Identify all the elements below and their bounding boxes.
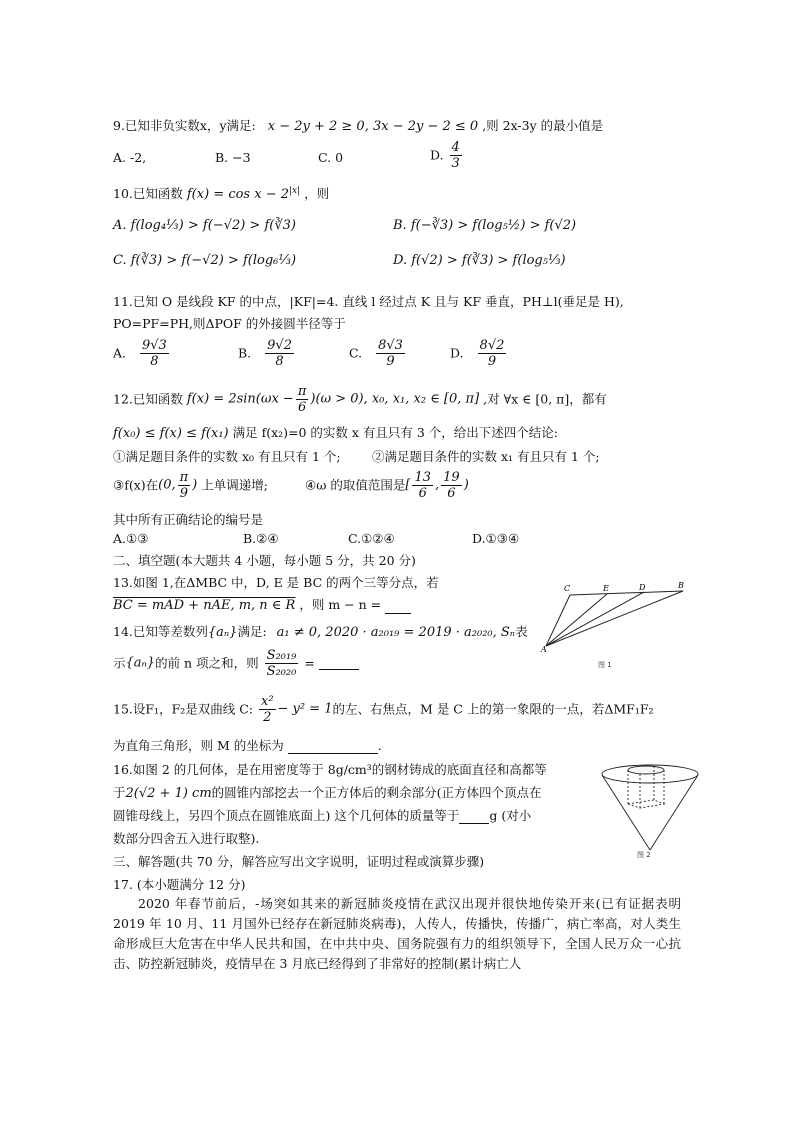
q10-option-b: B. f(−∛3) > f(log₅½) > f(√2) — [393, 218, 577, 233]
q10-option-d: D. f(√2) > f(∛3) > f(log₅⅓) — [393, 253, 566, 268]
q9-ask: ,则 2x-3y 的最小值是 — [482, 118, 604, 133]
fig2-cube-top-face — [628, 766, 664, 774]
q15-num: x² — [260, 694, 274, 709]
q16-line-4: 数部分四舍五入进行取整). — [113, 831, 260, 846]
fig1-segment-ad — [546, 592, 644, 646]
q12-c3-fraction — [178, 470, 191, 501]
q12-option-c: C.①②④ — [348, 531, 395, 546]
q14-ratio-den: S₂₀₂₀ — [266, 664, 297, 679]
q10-function-exponent: |x| — [289, 186, 301, 196]
q13-answer-blank[interactable] — [385, 601, 411, 614]
q12-six: 6 — [297, 400, 307, 415]
q13-line-1: 13.如图 1,在ΔMBC 中，D, E 是 BC 的两个三等分点，若 — [113, 575, 439, 590]
q11-option-b — [238, 338, 296, 369]
q11-d-label: D. — [450, 345, 464, 361]
q14-intro: 14.已知等差数列 — [113, 624, 208, 639]
section-3-heading: 三、解答题(共 70 分，解答应写出文字说明，证明过程或演算步骤) — [113, 854, 485, 869]
q12-line-2 — [113, 425, 558, 442]
q10-stem — [113, 183, 329, 203]
q11-line-2: PO=PF=PH,则ΔPOF 的外接圆半径等于 — [113, 316, 346, 331]
q15-fraction — [259, 694, 276, 725]
q11-a-label: A. — [113, 345, 127, 361]
q15-answer-blank[interactable] — [288, 741, 378, 754]
q12-option-a: A.①③ — [113, 531, 149, 546]
q11-b-fraction — [265, 338, 294, 369]
q9-option-c: C. 0 — [318, 150, 344, 165]
figure-2-caption: 图 2 — [637, 851, 651, 859]
fig1-label-b: B — [678, 581, 684, 590]
q15-intro: 15.设F₁，F₂是双曲线 C: — [113, 701, 253, 717]
fig1-label-e: E — [603, 584, 609, 593]
q11-a-den: 8 — [150, 354, 159, 369]
q11-line-1: 11.已知 O 是线段 KF 的中点，|KF|=4. 直线 l 经过点 K 且与 KF 垂直，PH⊥l(垂足是 H), — [113, 294, 624, 309]
q11-c-label: C. — [349, 345, 363, 361]
q12-c3-num: π — [179, 470, 189, 485]
q12-conclusion-2: ②满足题目条件的实数 x₁ 有且只有 1 个; — [372, 449, 600, 464]
q9-stem-text: 9.已知非负实数x，y满足: — [113, 118, 256, 133]
q14-sequence-ref: {aₙ} — [125, 655, 156, 671]
figure-1-caption: 图 1 — [598, 661, 612, 669]
q14-answer-blank[interactable] — [319, 657, 359, 670]
q14-ratio — [265, 648, 299, 679]
q11-c-den: 9 — [386, 354, 395, 369]
q14-sequence: {aₙ} — [207, 625, 238, 640]
q9-stem — [113, 118, 603, 135]
q9-option-d-fraction — [450, 140, 462, 171]
q10-option-a: A. f(log₄⅓) > f(−√2) > f(∛3) — [113, 218, 296, 233]
q12-conclusion-4 — [305, 470, 469, 501]
q11-b-num: 9√2 — [267, 338, 292, 353]
q10-function: f(x) = cos x − 2 — [186, 187, 289, 203]
fig2-cube-bottom-face — [628, 800, 664, 808]
q9-option-d-label: D. — [430, 147, 444, 163]
q12-pi-over-6 — [296, 384, 309, 415]
q14-equals: = — [304, 655, 315, 671]
q16-unit: g (对小 — [489, 808, 532, 823]
q12-c4-frac-1 — [412, 470, 433, 501]
q11-d-den: 9 — [487, 354, 497, 369]
q12-intro: 12.已知函数 — [113, 391, 183, 407]
q12-c4-n1: 13 — [414, 470, 431, 485]
q9-option-b: B. −3 — [215, 150, 251, 165]
q10-option-c: C. f(∛3) > f(−√2) > f(log₆⅓) — [113, 253, 297, 268]
q13-line-2 — [113, 597, 411, 614]
q16-line-2 — [113, 785, 542, 802]
q12-option-d: D.①③④ — [472, 531, 520, 546]
q12-function-head: f(x) = 2sin(ωx − — [186, 391, 294, 407]
fig1-label-c: C — [564, 584, 571, 593]
q12-c3-den: 9 — [179, 486, 189, 501]
q12-forall: ,对 ∀x ∈ [0, π]，都有 — [483, 391, 607, 407]
q11-a-fraction — [140, 338, 169, 369]
fig1-segment-ac — [546, 595, 570, 646]
q14-condition: a₁ ≠ 0, 2020 · a₂₀₁₉ = 2019 · a₂₀₂₀, Sₙ — [276, 625, 516, 640]
q12-c4-d1: 6 — [418, 486, 427, 501]
q13-ask: ，则 m − n = — [299, 597, 382, 612]
fig2-cone-left-edge — [602, 775, 650, 850]
q9-option-d — [430, 140, 464, 171]
q15-den: 2 — [263, 710, 272, 725]
q15-ask: 为直角三角形，则 M 的坐标为 — [113, 738, 284, 753]
section-2-heading: 二、填空题(本大题共 4 小题，每小题 5 分，共 20 分) — [113, 553, 416, 568]
q12-c4-close: ) — [463, 477, 469, 493]
q12-c4-n2: 19 — [443, 470, 460, 485]
q12-c4-comma: , — [435, 477, 440, 493]
q12-c4-open: [ — [405, 477, 411, 493]
q14-denotes: 表 — [515, 624, 528, 639]
q14-ratio-num: S₂₀₁₉ — [266, 648, 297, 663]
q15-equation: − y² = 1 — [277, 701, 333, 717]
figure-1-triangle — [540, 578, 700, 670]
q9-d-denominator: 3 — [451, 156, 460, 171]
q16-line-2-text: 的圆锥内部挖去一个正方体后的剩余部分(正方体四个顶点在 — [211, 785, 542, 800]
q14-sum-text: 的前 n 项之和，则 — [155, 655, 259, 671]
q12-ask: 其中所有正确结论的编号是 — [113, 512, 264, 527]
q17-paragraph: 2020 年春节前后，-场突如其来的新冠肺炎疫情在武汉出现并很快地传染开来(已有证据表明 2019 年 10 月、11 月国外已经存在新冠肺炎病毒)，人传人，传播快，传播广，病亡率高，对人类生命形成巨大危害在中华人民共和国，在中共中央、国务院强有力的组织领导下，全国人民万众一心抗击、防控新冠肺炎，疫情早在 3 月底已经得到了非常好的控制(累计病亡人 — [113, 896, 681, 971]
q16-line-3 — [113, 808, 531, 824]
q12-option-b: B.②④ — [243, 531, 279, 546]
q14-line-2 — [113, 648, 359, 679]
q12-c3-open: (0, — [158, 477, 176, 493]
q12-line-1 — [113, 384, 607, 415]
q9-d-numerator: 4 — [451, 140, 460, 155]
q11-c-fraction — [376, 338, 405, 369]
fig2-cone-right-edge — [650, 775, 698, 850]
q12-c3-tail: 上单调递增; — [197, 477, 268, 493]
q15-condition: 的左、右焦点，M 是 C 上的第一象限的一点，若ΔMF₁F₂ — [332, 701, 654, 717]
q12-c4-frac-2 — [441, 470, 462, 501]
q12-c3-close: ) — [192, 477, 198, 493]
q9-condition: x − 2y + 2 ≥ 0, 3x − 2y − 2 ≤ 0 — [267, 119, 479, 134]
fig1-label-a: A — [541, 645, 547, 654]
figure-2-cone — [596, 758, 708, 860]
q11-option-a — [113, 338, 171, 369]
q16-line-3-text: 圆锥母线上，另四个顶点在圆锥底面上) 这个几何体的质量等于 — [113, 808, 460, 823]
q12-inequality: f(x₀) ≤ f(x) ≤ f(x₁) — [113, 426, 229, 441]
q12-conclusion-1: ①满足题目条件的实数 x₀ 有且只有 1 个; — [113, 449, 341, 464]
q15-line-1 — [113, 694, 654, 725]
q17-title: 17. (本小题满分 12 分) — [113, 877, 246, 892]
q11-b-label: B. — [238, 345, 252, 361]
q10-suffix: ，则 — [304, 186, 330, 202]
q14-line-1 — [113, 624, 528, 641]
q13-vector-equation: BC = mAD + nAE, m, n ∈ R — [113, 598, 296, 613]
q14-satisfies: 满足: — [237, 624, 267, 639]
q11-c-num: 8√3 — [378, 338, 403, 353]
q11-option-d — [450, 338, 508, 369]
q11-d-fraction — [478, 338, 507, 369]
q12-c4-lead: ④ω 的取值范围是 — [305, 477, 406, 493]
fig1-label-d: D — [639, 583, 646, 592]
q12-condition: 满足 f(x₂)=0 的实数 x 有且只有 3 个，给出下述四个结论: — [232, 425, 559, 440]
q14-shi: 示 — [113, 655, 126, 671]
q16-line-1: 16.如图 2 的几何体，是在用密度等于 8g/cm³的钢材铸成的底面直径和高都等 — [113, 762, 547, 777]
q12-pi: π — [297, 384, 307, 399]
q10-stem-text: 10.已知函数 — [113, 186, 183, 202]
q11-b-den: 8 — [275, 354, 284, 369]
q16-dimension: 2(√2 + 1) cm — [125, 786, 212, 801]
q12-conclusion-3 — [113, 470, 268, 501]
q16-answer-blank[interactable] — [459, 811, 489, 824]
q12-function-tail: )(ω > 0), x₀, x₁, x₂ ∈ [0, π] — [310, 391, 480, 407]
q12-c3-lead: ③f(x)在 — [113, 477, 159, 493]
q11-d-num: 8√2 — [479, 338, 505, 353]
q11-a-num: 9√3 — [142, 338, 167, 353]
fig1-segment-ab — [546, 591, 683, 646]
q15-line-2: 为直角三角形，则 M 的坐标为 . — [113, 738, 382, 753]
q12-c4-d2: 6 — [447, 486, 456, 501]
fig1-segment-ae — [546, 594, 607, 646]
q11-option-c — [349, 338, 407, 369]
q9-option-a: A. -2, — [113, 150, 147, 165]
q16-yu: 于 — [113, 785, 126, 800]
fig1-segment-cb — [570, 591, 683, 595]
